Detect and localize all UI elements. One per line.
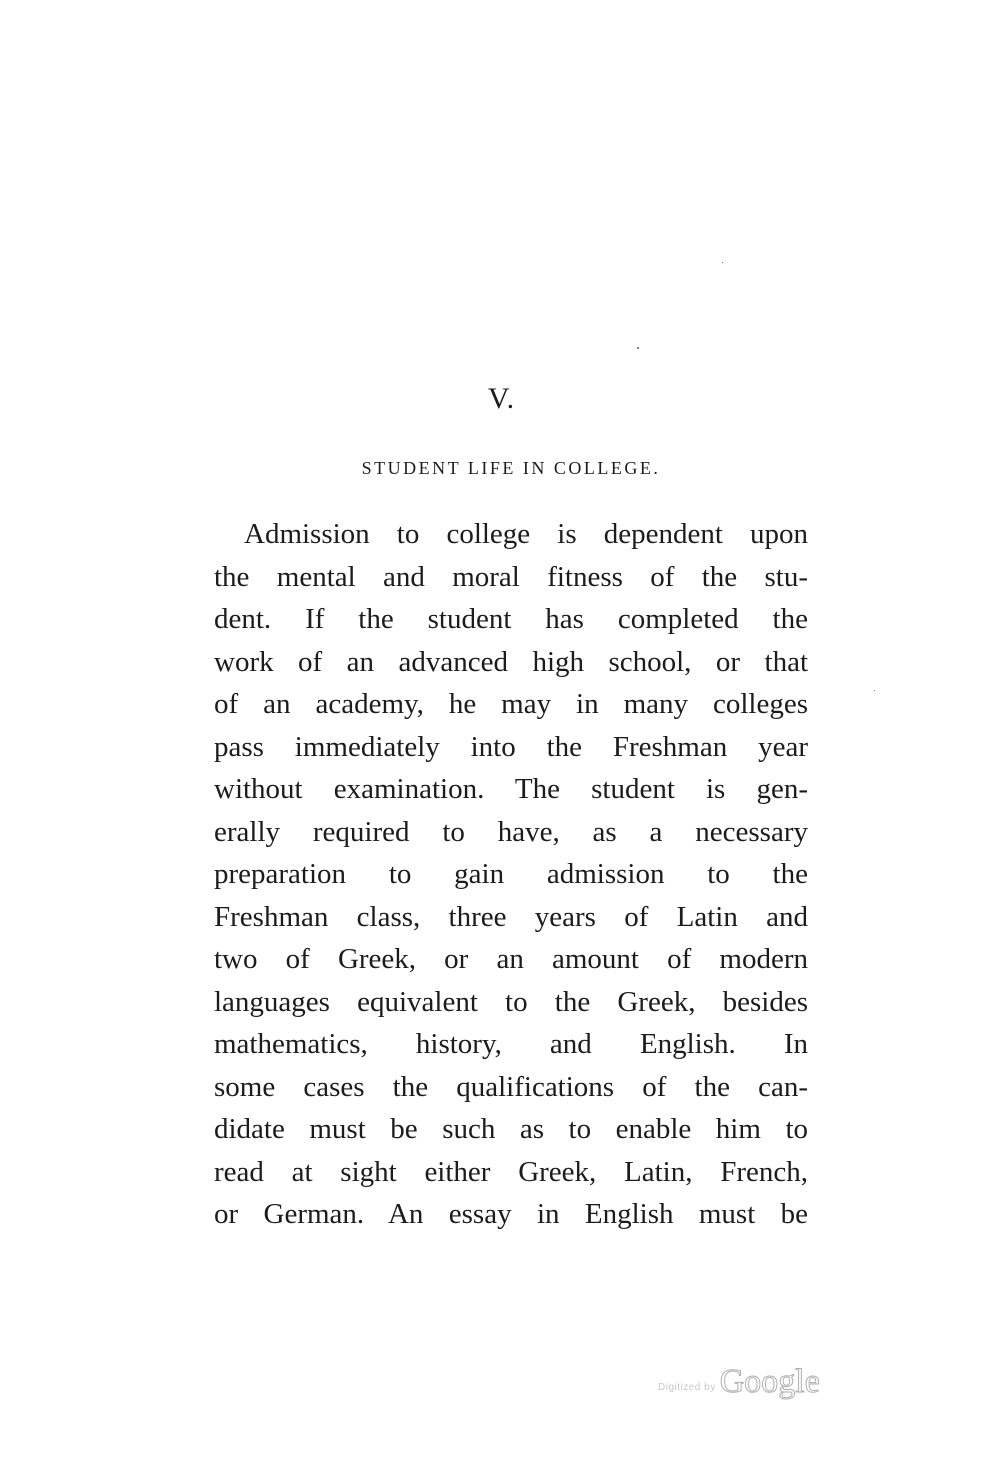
google-logo: Google <box>719 1363 820 1400</box>
text-line: two of Greek, or an amount of modern <box>214 943 808 975</box>
text-line: pass immediately into the Freshman year <box>214 730 808 763</box>
paper-speck <box>637 347 639 349</box>
chapter-title: STUDENT LIFE IN COLLEGE. <box>361 458 661 478</box>
text-line: the mental and moral fitness of the stu- <box>214 560 808 593</box>
text-line: didate must be such as to enable him to <box>214 1113 808 1145</box>
paper-speck <box>874 690 875 691</box>
text-line: erally required to have, as a necessary <box>214 815 808 848</box>
body-paragraph <box>214 513 808 1236</box>
digitized-by-google-watermark <box>658 1358 863 1402</box>
text-line: dent. If the student has completed the <box>214 603 808 635</box>
text-line: work of an advanced high school, or that <box>214 645 808 678</box>
text-line: Freshman class, three years of Latin and <box>214 900 808 933</box>
text-line: of an academy, he may in many colleges <box>214 688 808 720</box>
chapter-number: V. <box>487 382 516 415</box>
text-line: some cases the qualifications of the can- <box>214 1070 808 1103</box>
text-line: preparation to gain admission to the <box>214 858 808 890</box>
text-line: without examination. The student is gen- <box>214 773 808 805</box>
text-line: read at sight either Greek, Latin, French, <box>214 1155 808 1188</box>
text-line: languages equivalent to the Greek, besides <box>214 985 808 1018</box>
text-line: mathematics, history, and English. In <box>214 1028 808 1060</box>
watermark-prefix: Digitized by <box>658 1382 716 1393</box>
paper-speck <box>722 262 723 263</box>
text-line: or German. An essay in English must be <box>214 1198 808 1230</box>
text-line: Admission to college is dependent upon <box>244 518 808 550</box>
